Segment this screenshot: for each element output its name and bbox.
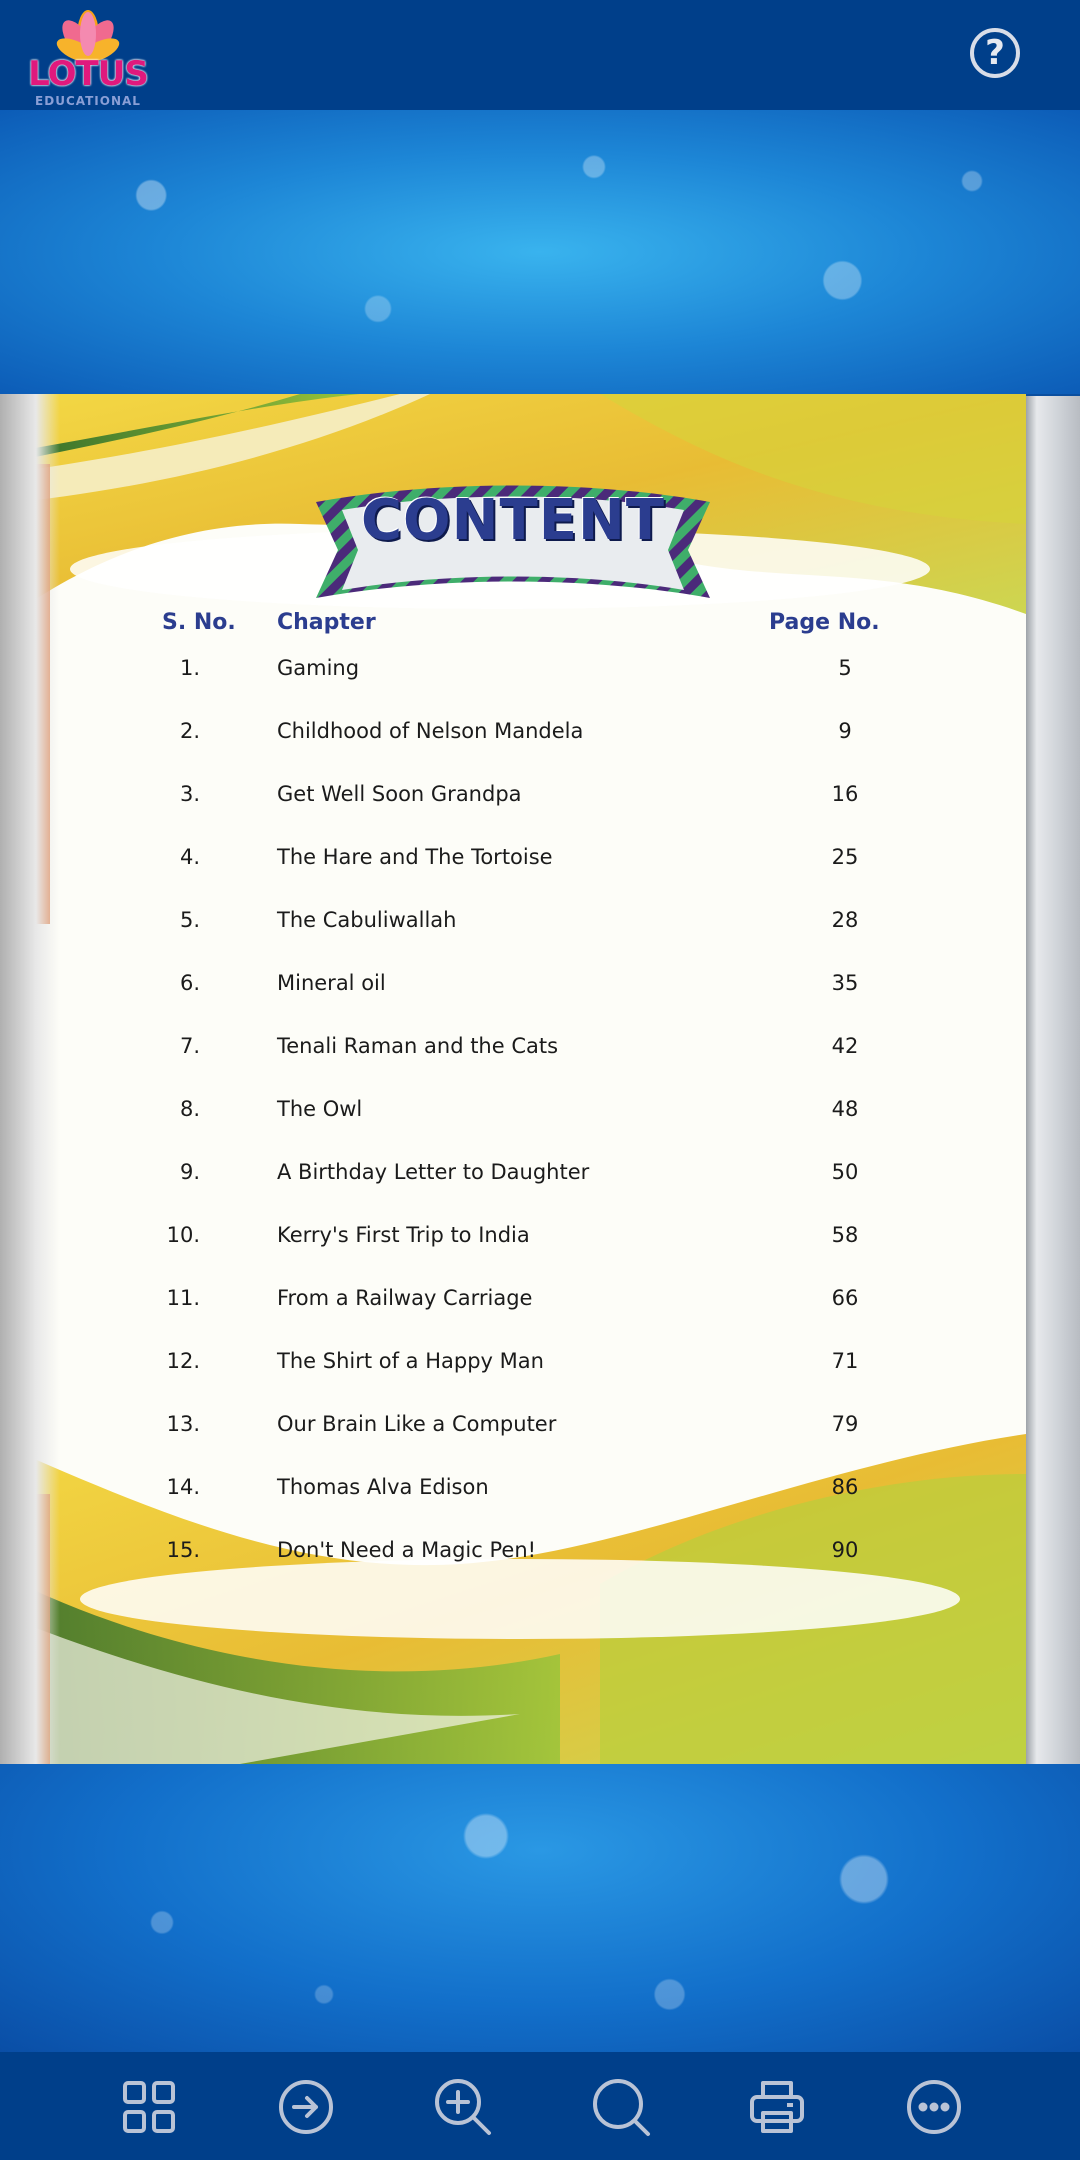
row-page: 66 [831, 1286, 859, 1310]
zoom-in-button[interactable] [432, 2076, 494, 2138]
row-chapter: From a Railway Carriage [277, 1286, 533, 1310]
row-page: 35 [831, 971, 859, 995]
help-button[interactable] [970, 28, 1020, 78]
top-app-bar [0, 0, 1080, 110]
row-sno: 13. [166, 1412, 200, 1436]
row-page: 28 [831, 908, 859, 932]
row-page: 58 [831, 1223, 859, 1247]
row-sno: 4. [179, 845, 200, 869]
print-button[interactable] [746, 2076, 808, 2138]
row-sno: 15. [166, 1538, 200, 1562]
row-chapter: Childhood of Nelson Mandela [277, 719, 584, 743]
toc-row[interactable] [0, 1349, 1026, 1389]
row-chapter: Our Brain Like a Computer [277, 1412, 557, 1436]
bottom-toolbar [0, 2052, 1080, 2160]
row-page: 42 [831, 1034, 859, 1058]
toc-row[interactable] [0, 1097, 1026, 1137]
toc-row[interactable] [0, 971, 1026, 1011]
print-icon [747, 2077, 807, 2137]
row-chapter: The Hare and The Tortoise [277, 845, 553, 869]
toc-row[interactable] [0, 1034, 1026, 1074]
row-sno: 14. [166, 1475, 200, 1499]
go-to-page-button[interactable] [275, 2076, 337, 2138]
toc-row[interactable] [0, 845, 1026, 885]
toc-row[interactable] [0, 1160, 1026, 1200]
row-sno: 6. [179, 971, 200, 995]
row-chapter: A Birthday Letter to Daughter [277, 1160, 590, 1184]
row-page: 16 [831, 782, 859, 806]
toc-row[interactable] [0, 908, 1026, 948]
grid-icon [119, 2077, 179, 2137]
row-chapter: Gaming [277, 656, 360, 680]
row-page: 79 [831, 1412, 859, 1436]
row-page: 5 [838, 656, 852, 680]
toc-row[interactable] [0, 782, 1026, 822]
row-sno: 12. [166, 1349, 200, 1373]
column-header-chapter: Chapter [277, 610, 376, 635]
toc-row[interactable] [0, 1475, 1026, 1515]
column-header-page: Page No. [769, 610, 880, 635]
row-sno: 2. [179, 719, 200, 743]
arrow-circle-icon [276, 2077, 336, 2137]
row-sno: 3. [179, 782, 200, 806]
row-chapter: Get Well Soon Grandpa [277, 782, 522, 806]
page-stack-edge [1026, 396, 1080, 1764]
row-page: 48 [831, 1097, 859, 1121]
row-chapter: Don't Need a Magic Pen! [277, 1538, 537, 1562]
row-sno: 5. [179, 908, 200, 932]
logo-subtitle: EDUCATIONAL [35, 94, 141, 108]
toc-row[interactable] [0, 1223, 1026, 1263]
book-page[interactable] [0, 394, 1026, 1764]
zoom-in-icon [432, 2076, 494, 2138]
background-water-bottom [0, 1764, 1080, 2052]
toc-row[interactable] [0, 1538, 1026, 1578]
logo-wordmark: LOTUS [28, 54, 148, 94]
row-chapter: The Cabuliwallah [277, 908, 457, 932]
row-chapter: The Owl [277, 1097, 363, 1121]
row-page: 90 [831, 1538, 859, 1562]
row-page: 86 [831, 1475, 859, 1499]
search-button[interactable] [590, 2076, 652, 2138]
row-chapter: Thomas Alva Edison [277, 1475, 489, 1499]
row-page: 50 [831, 1160, 859, 1184]
background-water-top [0, 110, 1080, 394]
content-title: CONTENT [360, 488, 666, 553]
row-sno: 11. [166, 1286, 200, 1310]
toc-row[interactable] [0, 1286, 1026, 1326]
toc-row[interactable] [0, 719, 1026, 759]
row-page: 9 [838, 719, 852, 743]
more-icon [904, 2077, 964, 2137]
help-icon: ? [985, 33, 1005, 73]
row-sno: 1. [179, 656, 200, 680]
row-sno: 8. [179, 1097, 200, 1121]
column-header-sno: S. No. [162, 610, 236, 635]
row-page: 25 [831, 845, 859, 869]
row-chapter: Mineral oil [277, 971, 386, 995]
row-sno: 7. [179, 1034, 200, 1058]
more-options-button[interactable] [903, 2076, 965, 2138]
toc-row[interactable] [0, 656, 1026, 696]
thumbnails-button[interactable] [118, 2076, 180, 2138]
row-chapter: Tenali Raman and the Cats [277, 1034, 559, 1058]
search-icon [590, 2076, 652, 2138]
lotus-educational-logo[interactable] [28, 4, 148, 108]
toc-row[interactable] [0, 1412, 1026, 1452]
row-chapter: The Shirt of a Happy Man [277, 1349, 544, 1373]
row-chapter: Kerry's First Trip to India [277, 1223, 530, 1247]
row-sno: 10. [166, 1223, 200, 1247]
row-sno: 9. [179, 1160, 200, 1184]
row-page: 71 [831, 1349, 859, 1373]
